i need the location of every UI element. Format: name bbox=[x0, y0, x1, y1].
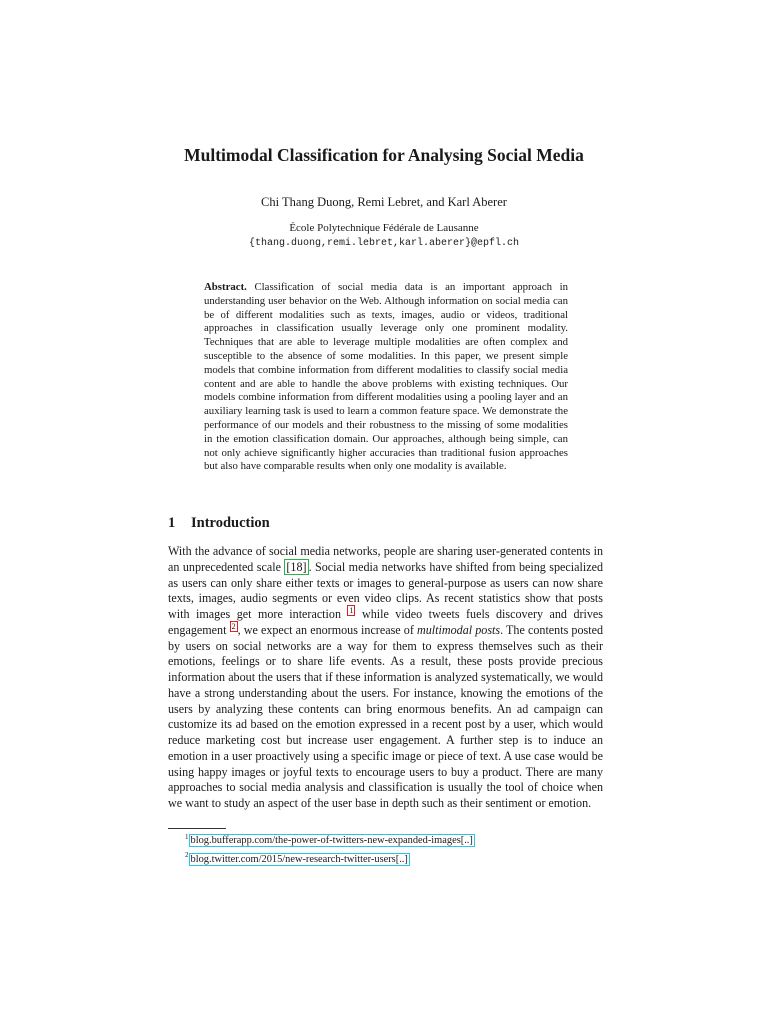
paper-affiliation: École Polytechnique Fédérale de Lausanne bbox=[289, 222, 479, 234]
intro-text-4: , we expect an enormous increase of bbox=[237, 622, 417, 637]
footnote-ref-1[interactable]: 1 bbox=[349, 605, 354, 615]
abstract-text: Classification of social media data is an important approach in understanding user behavior on the Web. Although information on social media can be of different modalities such as texts, images, audio or videos, traditional approaches in classification usually leverage only one prominent modality. Techniques that are able to leverage multiple modalities are often complex and susceptible to the absence of some modalities. In this paper, we present simple models that combine information from different modalities to classify social media content and are able to handle the above problems with existing techniques. Our models combine information from different modalities using a pooling layer and an auxiliary learning task is used to learn a common feature space. We demonstrate the performance of our models and their robustness to the missing of some modalities in the emotion classification domain. Our approaches, although being simple, can not only achieve significantly higher accuracies than traditional fusion approaches but also have comparable results when only one modality is available. bbox=[204, 281, 569, 473]
footnote-1 bbox=[185, 830, 475, 848]
intro-text-1: With the advance of social media networks, people are sharing user-generated contents in an unprecedented scale bbox=[168, 544, 603, 574]
footnote-mark: 1 bbox=[185, 833, 189, 841]
intro-text-5: . The contents posted by users on social networks are a way for them to express themselves such as their emotions, feelings or to share life events. As a result, these posts provide precious information about the users that if these information is analyzed systematically, we would have a strong understanding about the users. For instance, knowing the emotions of the users by analyzing these contents can bring enormous benefits. An ad campaign can customize its ad based on the emotion expressed in a recent post by a user, which would reduce marketing cost but increase user engagement. A further step is to induce an emotion in a user proactively using a specific image or piece of text. A use case would be using happy images or joyful texts to encourage users to buy a product. There are many approaches to social media analysis and classification is usually the tool of choice when we want to study an aspect of the user base in depth such as their sentiment or emotion. bbox=[168, 622, 603, 810]
footnote-link[interactable]: blog.bufferapp.com/the-power-of-twitters-new-expanded-images[..] bbox=[190, 835, 473, 847]
abstract-label: Abstract. bbox=[204, 281, 247, 293]
footnote-ref-2[interactable]: 2 bbox=[231, 621, 236, 631]
footnote-rule bbox=[168, 828, 226, 829]
footnote-link[interactable]: blog.twitter.com/2015/new-research-twitter-users[..] bbox=[190, 853, 408, 865]
section-number: 1 bbox=[168, 515, 176, 531]
paper-emails: {thang.duong,remi.lebret,karl.aberer}@epfl.ch bbox=[248, 238, 520, 249]
footnotes bbox=[185, 830, 475, 867]
abstract bbox=[204, 281, 568, 474]
section-title: Introduction bbox=[191, 515, 270, 531]
intro-text-2: . Social media networks have shifted from being specialized as users can only share either texts or images to general-purpose as users can now share texts, images, audio segments or even video clips. As recent statistics show that posts with images get more interaction bbox=[168, 559, 604, 621]
footnote-2 bbox=[185, 848, 475, 866]
section-heading bbox=[168, 515, 270, 532]
paper-title: Multimodal Classification for Analysing Social Media bbox=[184, 145, 584, 165]
intro-text-3: while video tweets fuels discovery and drives engagement bbox=[168, 607, 603, 637]
paper-authors: Chi Thang Duong, Remi Lebret, and Karl Aberer bbox=[261, 195, 507, 209]
introduction-paragraph bbox=[168, 544, 603, 812]
intro-emphasis: multimodal posts bbox=[417, 622, 501, 637]
citation-link[interactable]: [18] bbox=[286, 559, 307, 574]
footnote-mark: 2 bbox=[185, 851, 189, 860]
